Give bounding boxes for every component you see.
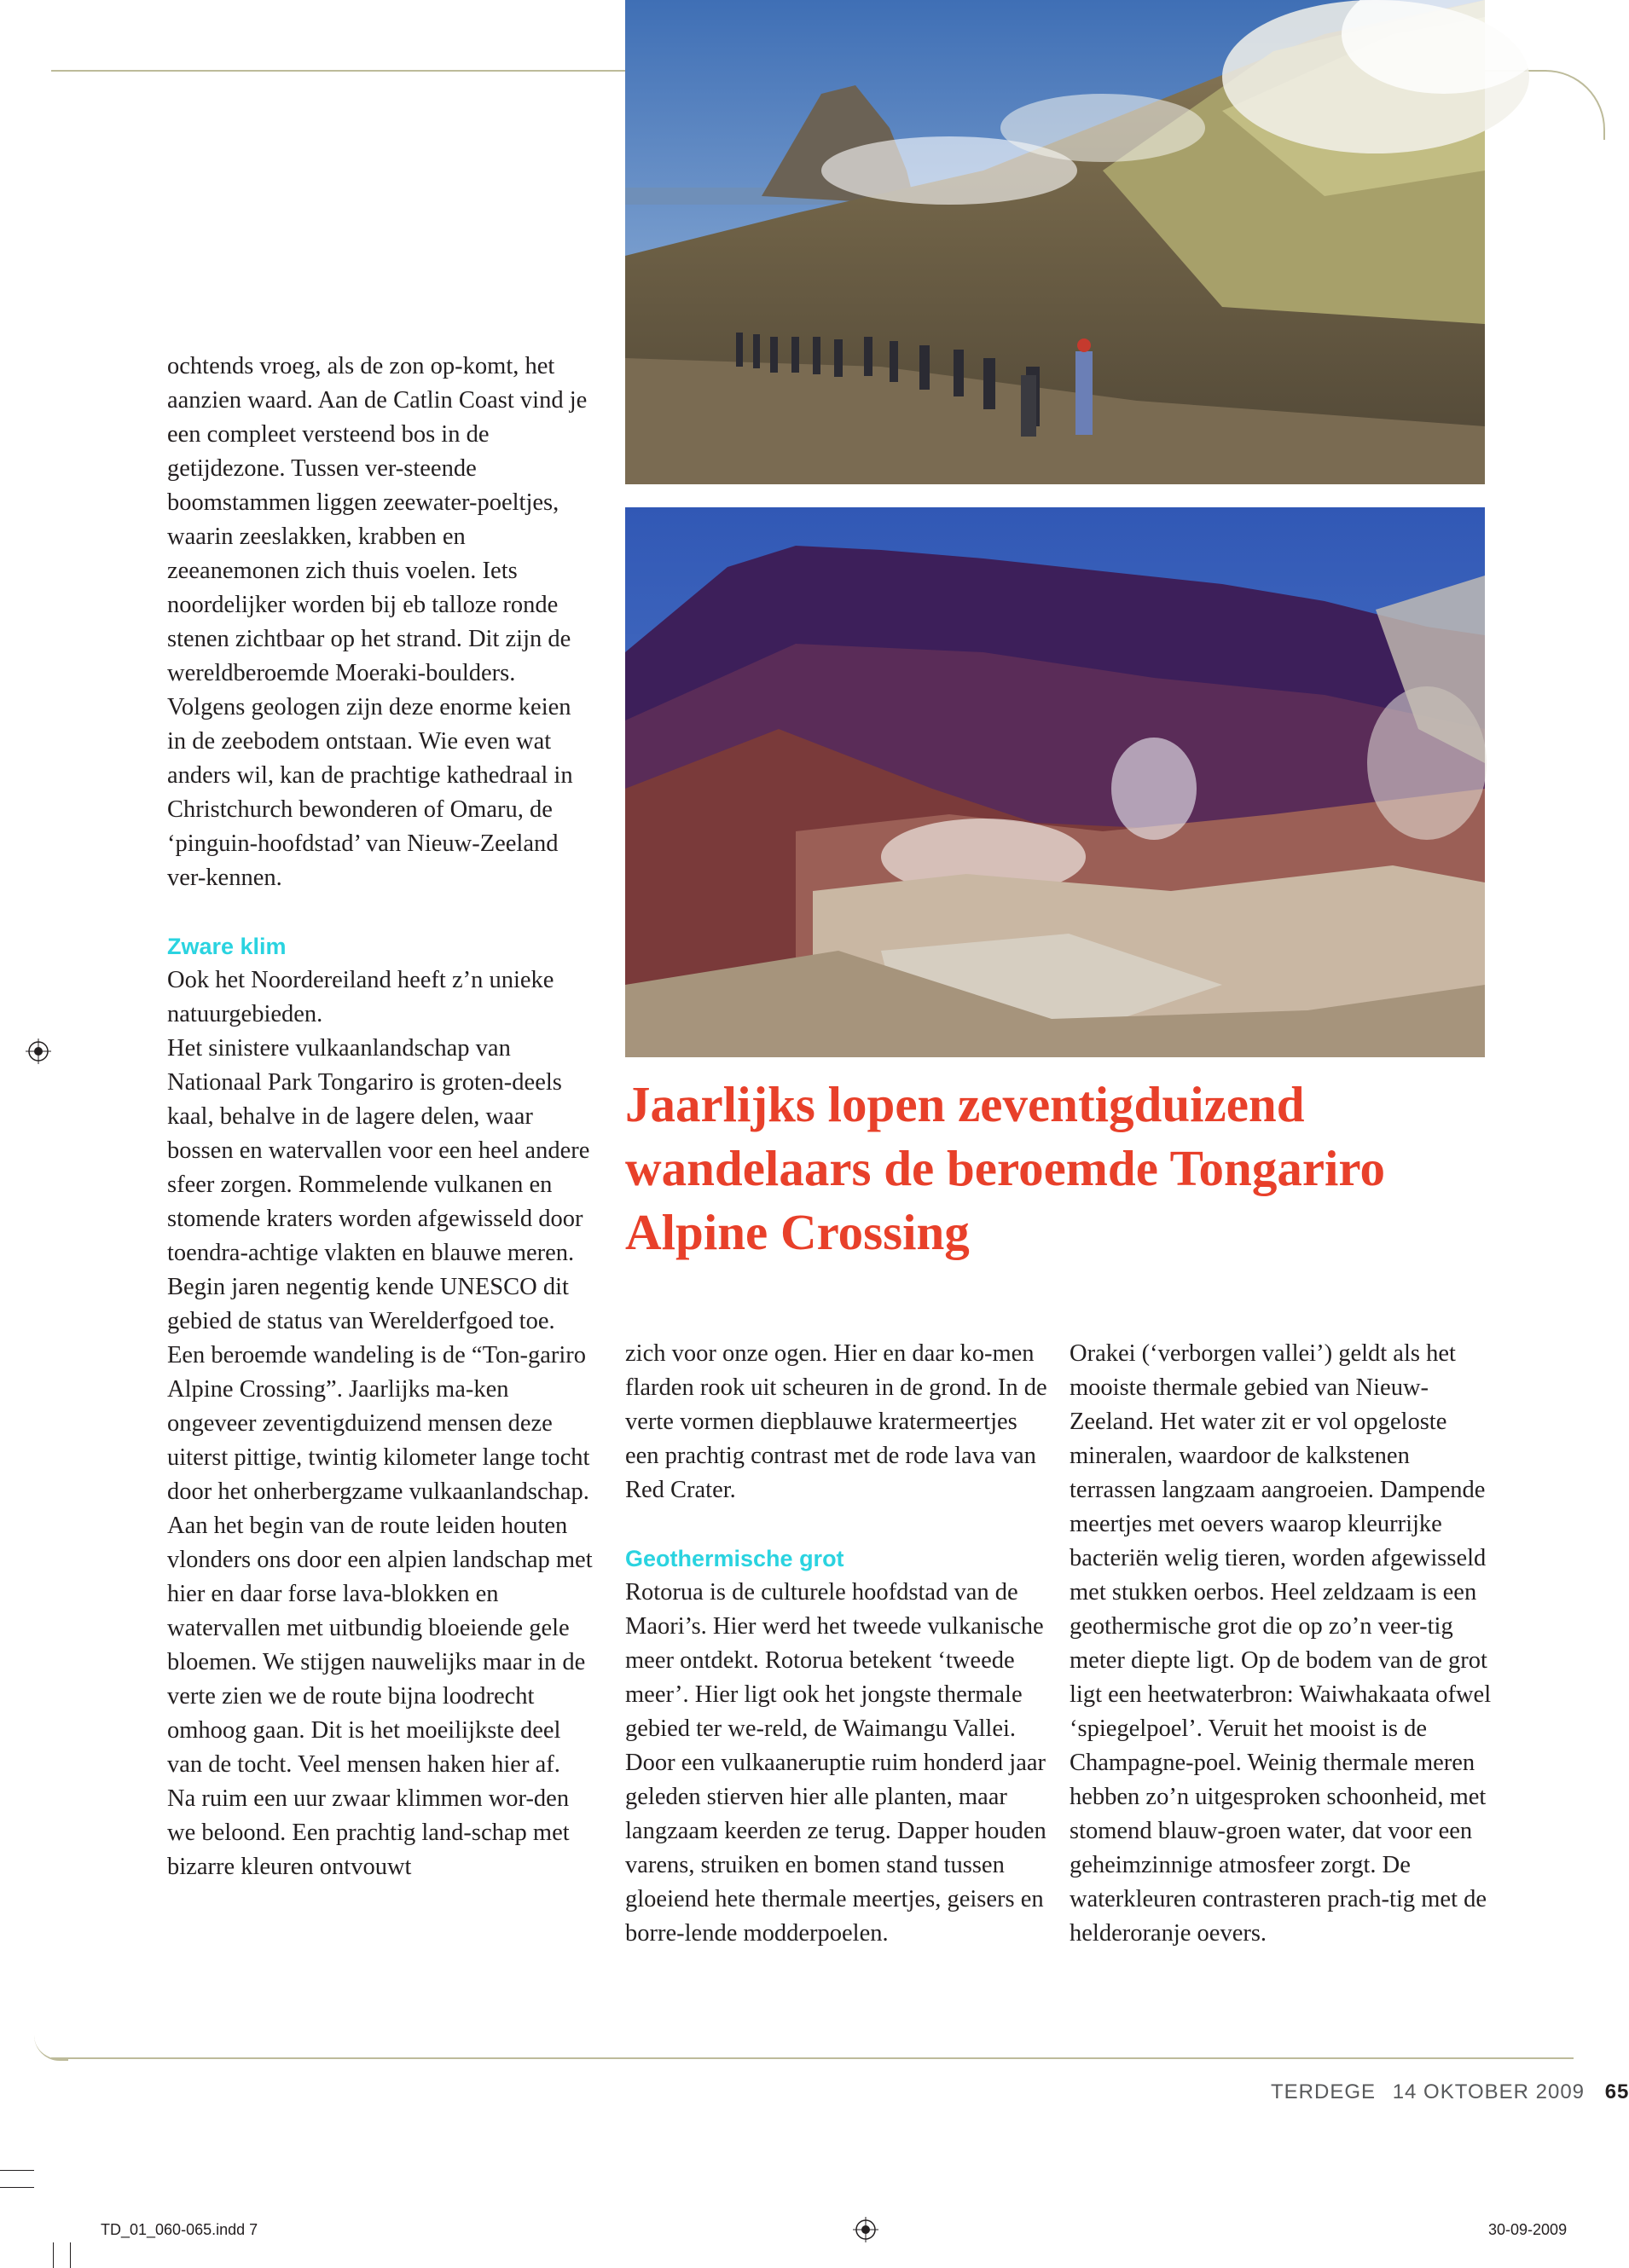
registration-mark-icon: [853, 2217, 878, 2242]
bottom-rule: [51, 2057, 1574, 2059]
column-2-paragraph-2: Rotorua is de culturele hoofdstad van de Maori’s. Hier werd het tweede vulkanische meer ontdekt. Rotorua betekent ‘tweede meer’. Hier ligt ook het jongste thermale gebied ter we-reld, de Waimangu Vallei. Door een vulkaaneruptie ruim honderd jaar geleden stierven hier alle planten, maar langzaam keerden ze terug. Dapper houden varens, struiken en bomen stand tussen gloeiend hete thermale meertjes, geisers en borre-lende modderpoelen.: [625, 1579, 1046, 1947]
pull-quote: Jaarlijks lopen zeventigduizend wandelaars de beroemde Tongariro Alpine Crossing: [625, 1076, 1386, 1260]
slug-date: 30-09-2009: [1488, 2221, 1568, 2238]
photo-red-crater: [625, 507, 1485, 1057]
column-3-paragraph-1: Orakei (‘verborgen vallei’) geldt als het mooiste thermale gebied van Nieuw-Zeeland. Het water zit er vol opgeloste mineralen, waardoor de kalkstenen terrassen langzaam aangroeien. Dampende meertjes met oevers waarop kleurrijke bacteriën welig tieren, worden afgewisseld met stukken oerbos. Heel zeldzaam is een geothermische grot die op zo’n veer-tig meter diepte ligt. Op de bodem van de grot ligt een heetwaterbron: Waiwhakaata ofwel ‘spiegelpoel’. Veruit het mooist is de Champagne-poel. Weinig thermale meren hebben zo’n uitgesproken schoonheid, met stomend blauw-groen water, dat voor een geheimzinnige atmosfeer zorgt. De waterkleuren contrasteren prach-tig met de helderoranje oevers.: [1070, 1340, 1492, 1947]
column-1-paragraph-1: Ook het Noordereiland heeft z’n unieke natuurgebieden.: [167, 967, 554, 1027]
crop-mark: [53, 2242, 54, 2268]
column-3: [1070, 1337, 1496, 1951]
slug-file-name: TD_01_060-065.indd 7: [101, 2221, 258, 2238]
registration-mark-icon: [26, 1039, 51, 1064]
crop-mark: [0, 2170, 34, 2171]
magazine-name: TERDEGE: [1271, 2080, 1377, 2103]
bottom-rule-curve: [34, 2029, 68, 2061]
crop-mark: [0, 2187, 34, 2188]
column-1-paragraph-2: Het sinistere vulkaanlandschap van Nationaal Park Tongariro is groten-deels kaal, behalve in de lagere delen, waar bossen en watervallen voor een heel andere sfeer zorgen. Rommelende vulkanen en stomende kraters worden afgewisseld door toendra-achtige vlakten en blauwe meren. Begin jaren negentig kende UNESCO dit gebied de status van Werelderfgoed toe.: [167, 1035, 590, 1334]
page-number: 65: [1604, 2080, 1629, 2103]
column-2-paragraph-1: zich voor onze ogen. Hier en daar ko-men flarden rook uit scheuren in de grond. In de verte vormen diepblauwe kratermeertjes een prachtig contrast met de rode lava van Red Crater.: [625, 1340, 1047, 1503]
column-1-paragraph-3: Een beroemde wandeling is de “Ton-gariro Alpine Crossing”. Jaarlijks ma-ken ongeveer zeventigduizend mensen deze uiterst pittige, twintig kilometer lange tocht door het onherbergzame vulkaanlandschap.: [167, 1342, 590, 1505]
column-2: [625, 1337, 1052, 1951]
column-1-paragraph-5: Na ruim een uur zwaar klimmen wor-den we beloond. Een prachtig land-schap met bizarre kleuren ontvouwt: [167, 1785, 570, 1880]
photo-hikers-volcano: [625, 0, 1485, 484]
heading-geothermische-grot: Geothermische grot: [625, 1546, 844, 1571]
column-1-paragraph-4: Aan het begin van de route leiden houten vlonders ons door een alpien landschap met hier en daar forse lava-blokken en watervallen met uitbundig bloeiende gele bloemen. We stijgen nauwelijks maar in de verte zien we de route bijna loodrecht omhoog gaan. Dit is het moeilijkste deel van de tocht. Veel mensen haken hier af.: [167, 1513, 593, 1778]
page-footer: [1271, 2080, 1629, 2104]
issue-date: 14 OKTOBER 2009: [1392, 2080, 1586, 2103]
crop-mark: [70, 2242, 71, 2268]
column-1: [167, 350, 594, 1884]
heading-zware-klim: Zware klim: [167, 934, 287, 959]
column-1-intro: ochtends vroeg, als de zon op-komt, het aanzien waard. Aan de Catlin Coast vind je een compleet versteend bos in de getijdezone. Tussen ver-steende boomstammen liggen zeewater-poeltjes, waarin zeeslakken, krabben en zeeanemonen zich thuis voelen. Iets noordelijker worden bij eb talloze ronde stenen zichtbaar op het strand. Dit zijn de wereldberoemde Moeraki-boulders. Volgens geologen zijn deze enorme keien in de zeebodem ontstaan. Wie even wat anders wil, kan de prachtige kathedraal in Christchurch bewonderen of Omaru, de ‘pinguin-hoofdstad’ van Nieuw-Zeeland ver-kennen.: [167, 353, 588, 891]
